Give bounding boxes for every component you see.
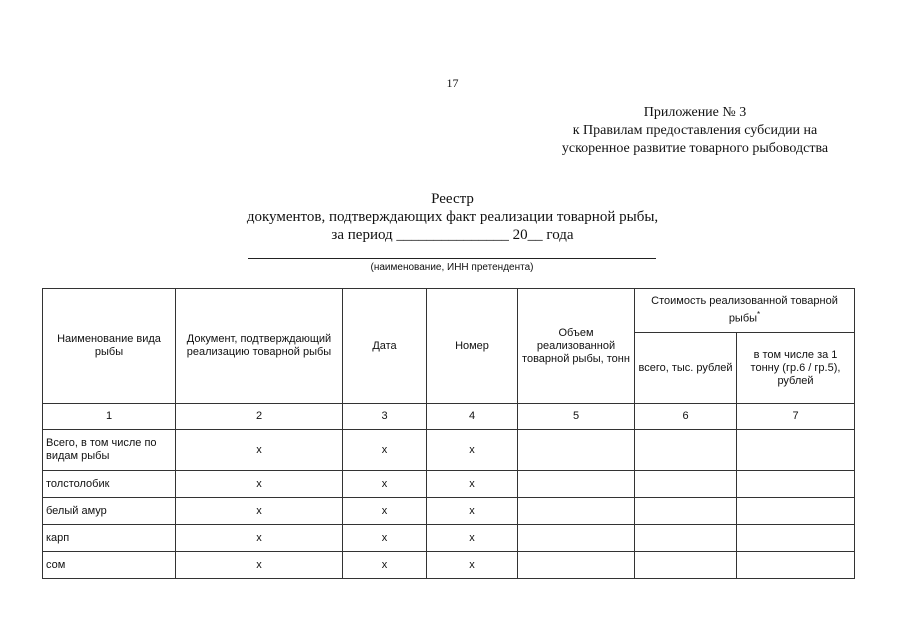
- date-cell: х: [343, 552, 427, 579]
- appendix-line-2: к Правилам предоставления субсидии на: [572, 123, 818, 138]
- number-cell: х: [427, 498, 518, 525]
- appendix-block: [500, 104, 890, 158]
- document-cell: х: [176, 430, 343, 471]
- total-cell: [635, 552, 737, 579]
- document-cell: х: [176, 498, 343, 525]
- header-total: всего, тыс. рублей: [635, 333, 737, 404]
- title-line-1: Реестр: [431, 191, 474, 207]
- number-cell: х: [427, 552, 518, 579]
- page-number: 17: [446, 76, 459, 90]
- column-number: 1: [43, 404, 176, 430]
- total-cell: [635, 430, 737, 471]
- header-fish-name: Наименование вида рыбы: [43, 289, 176, 404]
- column-number-row: [43, 404, 855, 430]
- column-number: 2: [176, 404, 343, 430]
- per-ton-cell: [737, 525, 855, 552]
- date-cell: х: [343, 498, 427, 525]
- header-document: Документ, подтверждающий реализацию товарной рыбы: [176, 289, 343, 404]
- volume-cell: [518, 430, 635, 471]
- header-number: Номер: [427, 289, 518, 404]
- fish-name-cell: белый амур: [43, 498, 176, 525]
- column-number: 3: [343, 404, 427, 430]
- document-cell: х: [176, 525, 343, 552]
- header-cost-group-label: Стоимость реализованной товарной рыбы: [651, 295, 838, 325]
- header-cost-group: [635, 289, 855, 333]
- column-number: 7: [737, 404, 855, 430]
- volume-cell: [518, 498, 635, 525]
- applicant-name-caption: (наименование, ИНН претендента): [370, 262, 534, 273]
- date-cell: х: [343, 430, 427, 471]
- header-date: Дата: [343, 289, 427, 404]
- appendix-line-1: Приложение № 3: [643, 105, 747, 120]
- date-cell: х: [343, 525, 427, 552]
- column-number: 5: [518, 404, 635, 430]
- header-row-1: [43, 289, 855, 333]
- document-cell: х: [176, 471, 343, 498]
- table-row: [43, 498, 855, 525]
- title-line-2: документов, подтверждающих факт реализации товарной рыбы,: [246, 209, 659, 225]
- date-cell: х: [343, 471, 427, 498]
- per-ton-cell: [737, 430, 855, 471]
- volume-cell: [518, 525, 635, 552]
- fish-name-cell: толстолобик: [43, 471, 176, 498]
- applicant-name-line: [248, 258, 656, 259]
- table-row: [43, 471, 855, 498]
- per-ton-cell: [737, 471, 855, 498]
- table-row: [43, 525, 855, 552]
- total-cell: [635, 498, 737, 525]
- number-cell: х: [427, 430, 518, 471]
- fish-name-cell: карп: [43, 525, 176, 552]
- title-line-3: за период _______________ 20__ года: [331, 227, 574, 243]
- volume-cell: [518, 552, 635, 579]
- table-row: [43, 430, 855, 471]
- column-number: 6: [635, 404, 737, 430]
- header-per-ton: в том числе за 1 тонну (гр.6 / гр.5), рублей: [737, 333, 855, 404]
- table-row: [43, 552, 855, 579]
- header-volume: Объем реализованной товарной рыбы, тонн: [518, 289, 635, 404]
- appendix-line-3: ускоренное развитие товарного рыбоводства: [561, 141, 829, 156]
- total-cell: [635, 471, 737, 498]
- per-ton-cell: [737, 552, 855, 579]
- column-number: 4: [427, 404, 518, 430]
- total-cell: [635, 525, 737, 552]
- volume-cell: [518, 471, 635, 498]
- footnote-mark: *: [757, 310, 761, 320]
- fish-name-cell: Всего, в том числе по видам рыбы: [43, 430, 176, 471]
- number-cell: х: [427, 525, 518, 552]
- per-ton-cell: [737, 498, 855, 525]
- document-cell: х: [176, 552, 343, 579]
- number-cell: х: [427, 471, 518, 498]
- registry-title: [0, 190, 905, 244]
- registry-table: [42, 288, 855, 579]
- fish-name-cell: сом: [43, 552, 176, 579]
